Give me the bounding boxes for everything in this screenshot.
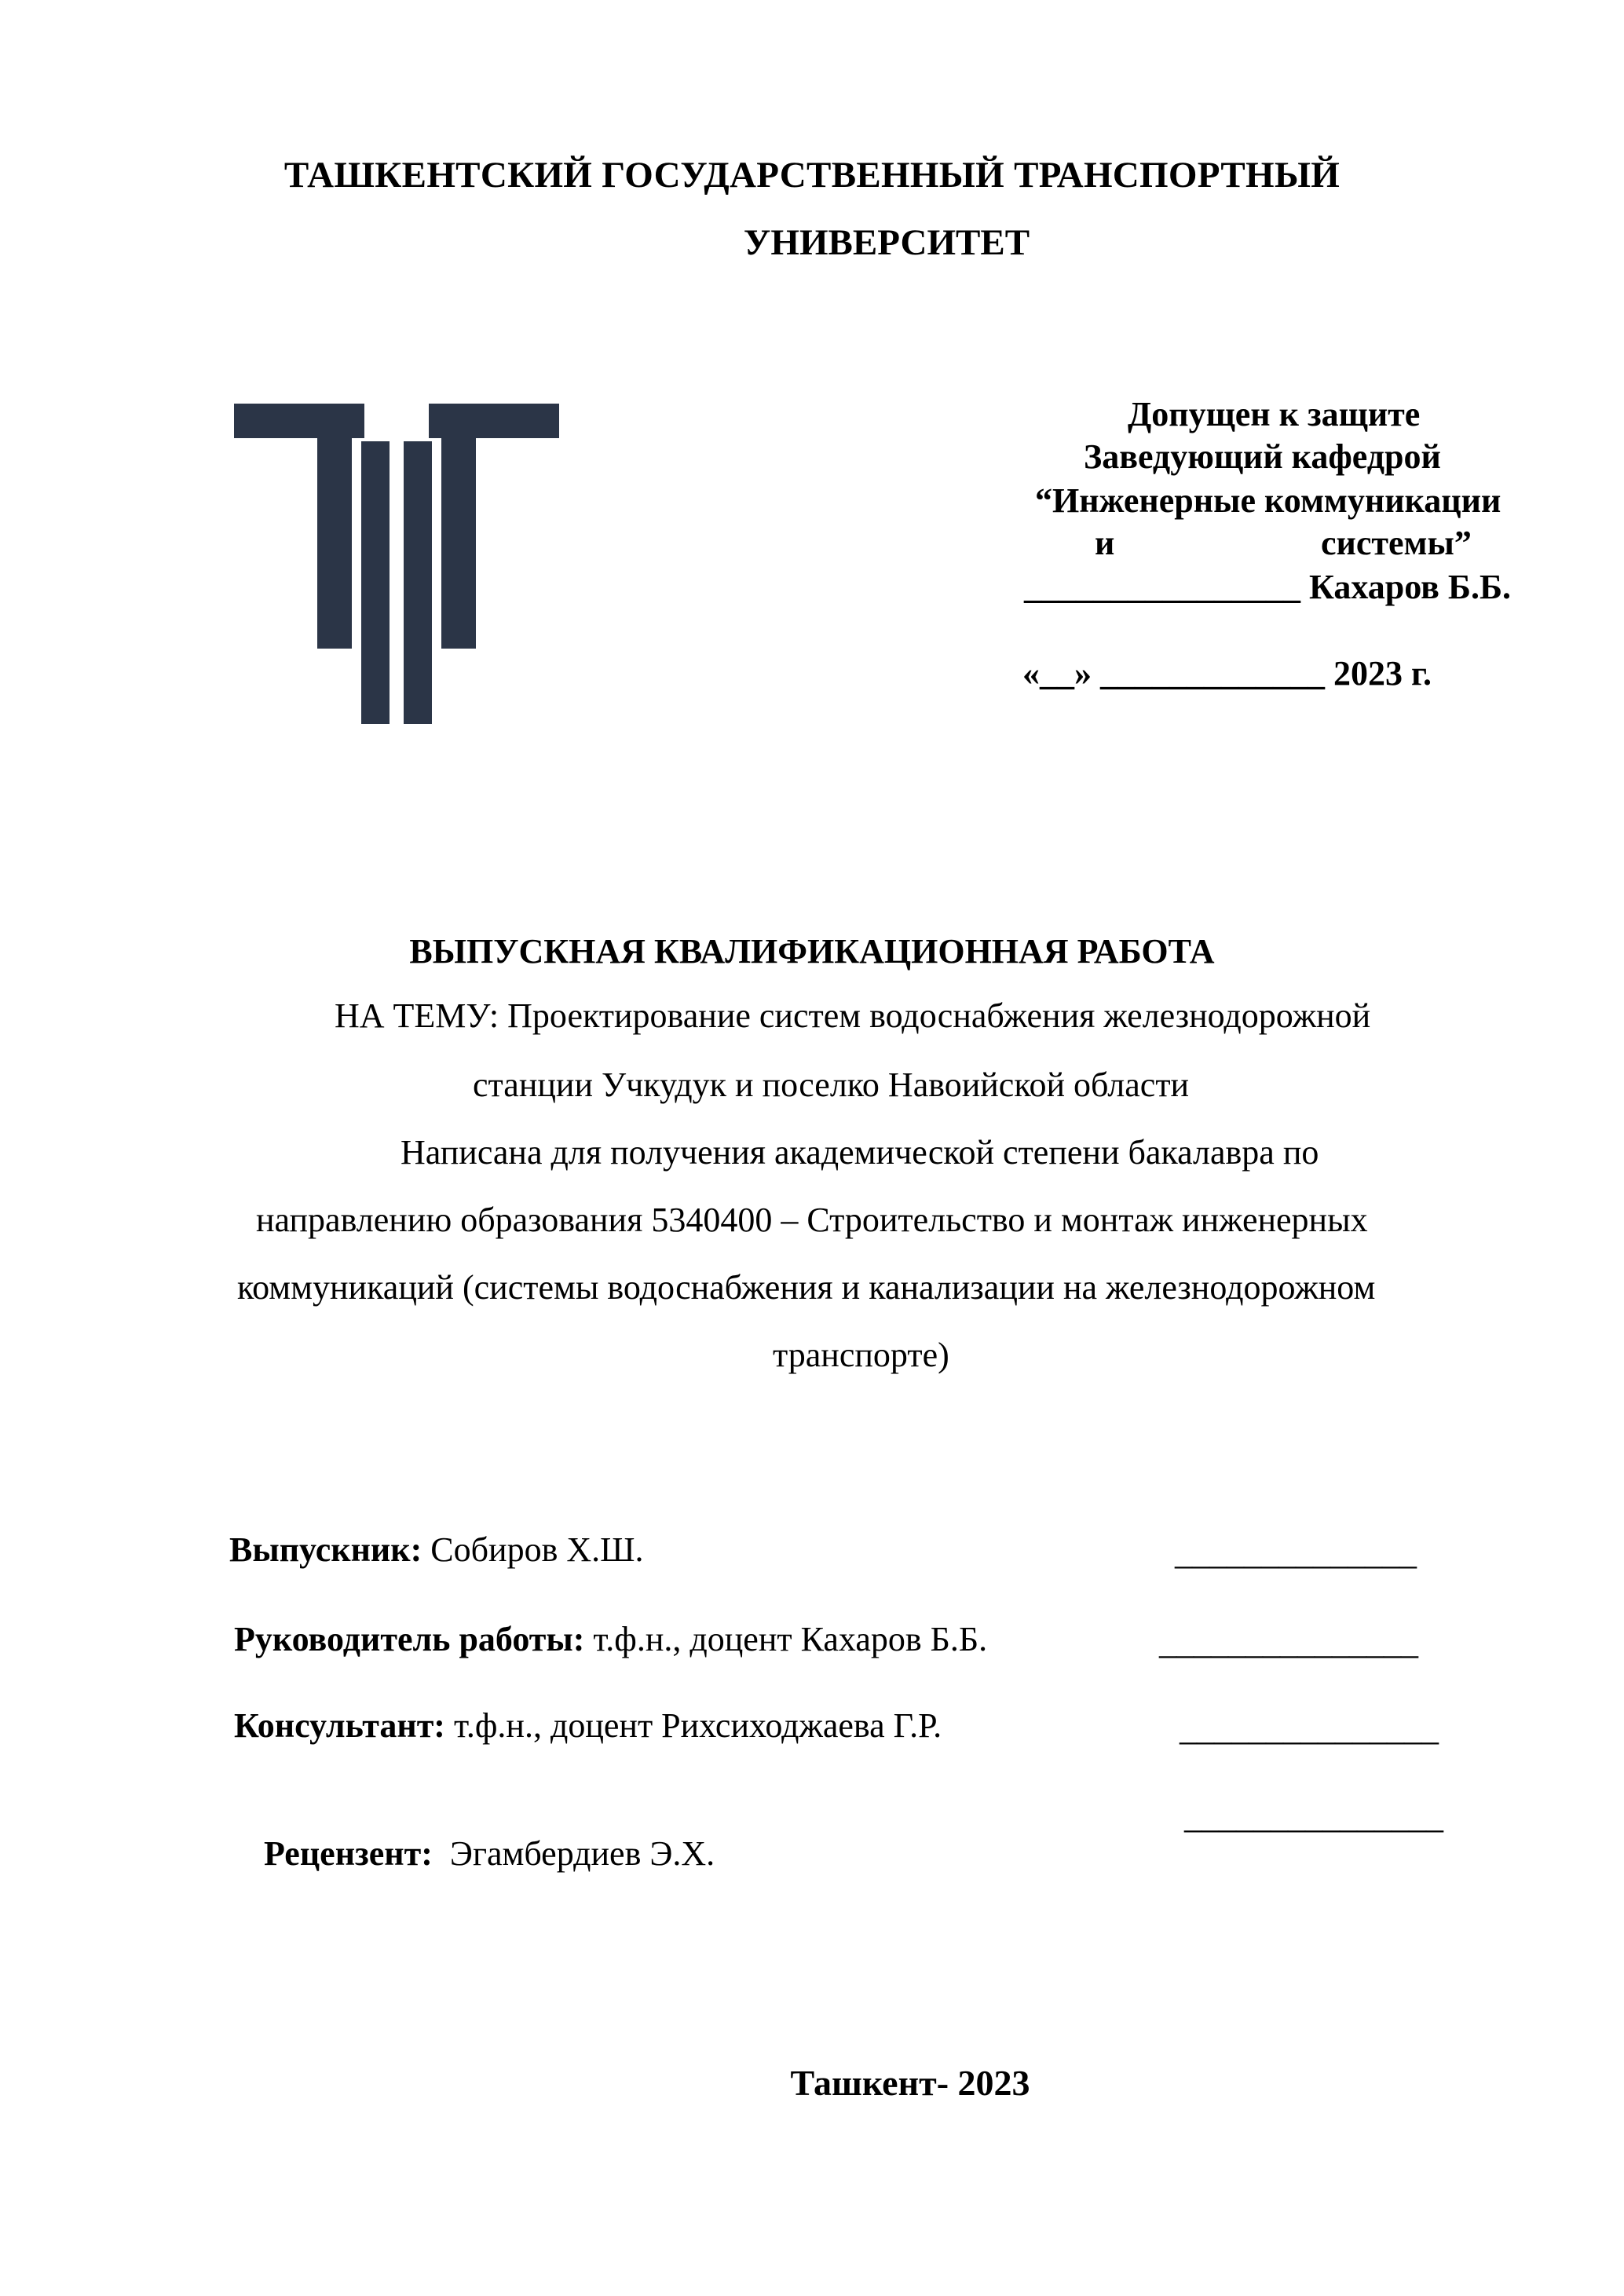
signature-row-consultant [234, 1706, 942, 1746]
signature-name: Кахаров Б.Б. [1309, 568, 1512, 606]
approval-admitted: Допущен к защите [1128, 395, 1421, 433]
signature-blank-supervisor: _______________ [1159, 1623, 1418, 1662]
signature-row-graduate [229, 1530, 644, 1570]
signature-blank: ________________ [1024, 568, 1300, 606]
signature-blank-reviewer: _______________ [1184, 1797, 1443, 1836]
university-name-line2: УНИВЕРСИТЕТ [743, 222, 1030, 263]
signature-blank-graduate: ______________ [1175, 1534, 1417, 1572]
university-name-line1: ТАШКЕНТСКИЙ ГОСУДАРСТВЕННЫЙ ТРАНСПОРТНЫЙ [283, 155, 1341, 196]
date-month-blank: _____________ [1100, 654, 1325, 693]
signature-row-reviewer [229, 1793, 715, 1914]
thesis-desc-line3: коммуникаций (системы водоснабжения и канализации на железнодорожном [237, 1268, 1376, 1307]
thesis-topic-line2: станции Учкудук и поселко Навоийской области [473, 1066, 1190, 1104]
role-label: Рецензент: [264, 1834, 433, 1873]
signature-row-supervisor [234, 1619, 987, 1659]
approval-department-and: и [1095, 524, 1115, 562]
university-logo-icon [234, 402, 559, 724]
signature-blank-consultant: _______________ [1180, 1709, 1439, 1748]
role-label: Консультант: [234, 1706, 445, 1745]
approval-date-line [1022, 653, 1432, 693]
approval-head-of-department: Заведующий кафедрой [1084, 437, 1441, 476]
thesis-desc-line2: направлению образования 5340400 – Строительство и монтаж инженерных [256, 1201, 1368, 1239]
role-label: Руководитель работы: [234, 1620, 585, 1658]
person-name: т.ф.н., доцент Кахаров Б.Б. [584, 1620, 988, 1658]
city-year: Ташкент- 2023 [790, 2063, 1030, 2103]
person-name: т.ф.н., доцент Рихсиходжаева Г.Р. [444, 1706, 942, 1745]
role-label: Выпускник: [229, 1530, 422, 1569]
approval-department-name: “Инженерные коммуникации [1035, 481, 1501, 520]
thesis-topic-line1: НА ТЕМУ: Проектирование систем водоснабжения железнодорожной [335, 996, 1371, 1035]
approval-signature-line [1024, 567, 1511, 607]
date-day: «__» [1022, 654, 1092, 693]
person-name: Эгамбердиев Э.Х. [432, 1834, 715, 1873]
thesis-desc-line4: транспорте) [773, 1336, 949, 1374]
date-year: 2023 г. [1333, 654, 1432, 693]
person-name: Собиров Х.Ш. [422, 1530, 644, 1569]
thesis-title: ВЫПУСКНАЯ КВАЛИФИКАЦИОННАЯ РАБОТА [409, 932, 1215, 971]
thesis-desc-line1: Написана для получения академической степени бакалавра по [401, 1133, 1319, 1172]
approval-department-systems: системы” [1321, 524, 1472, 562]
